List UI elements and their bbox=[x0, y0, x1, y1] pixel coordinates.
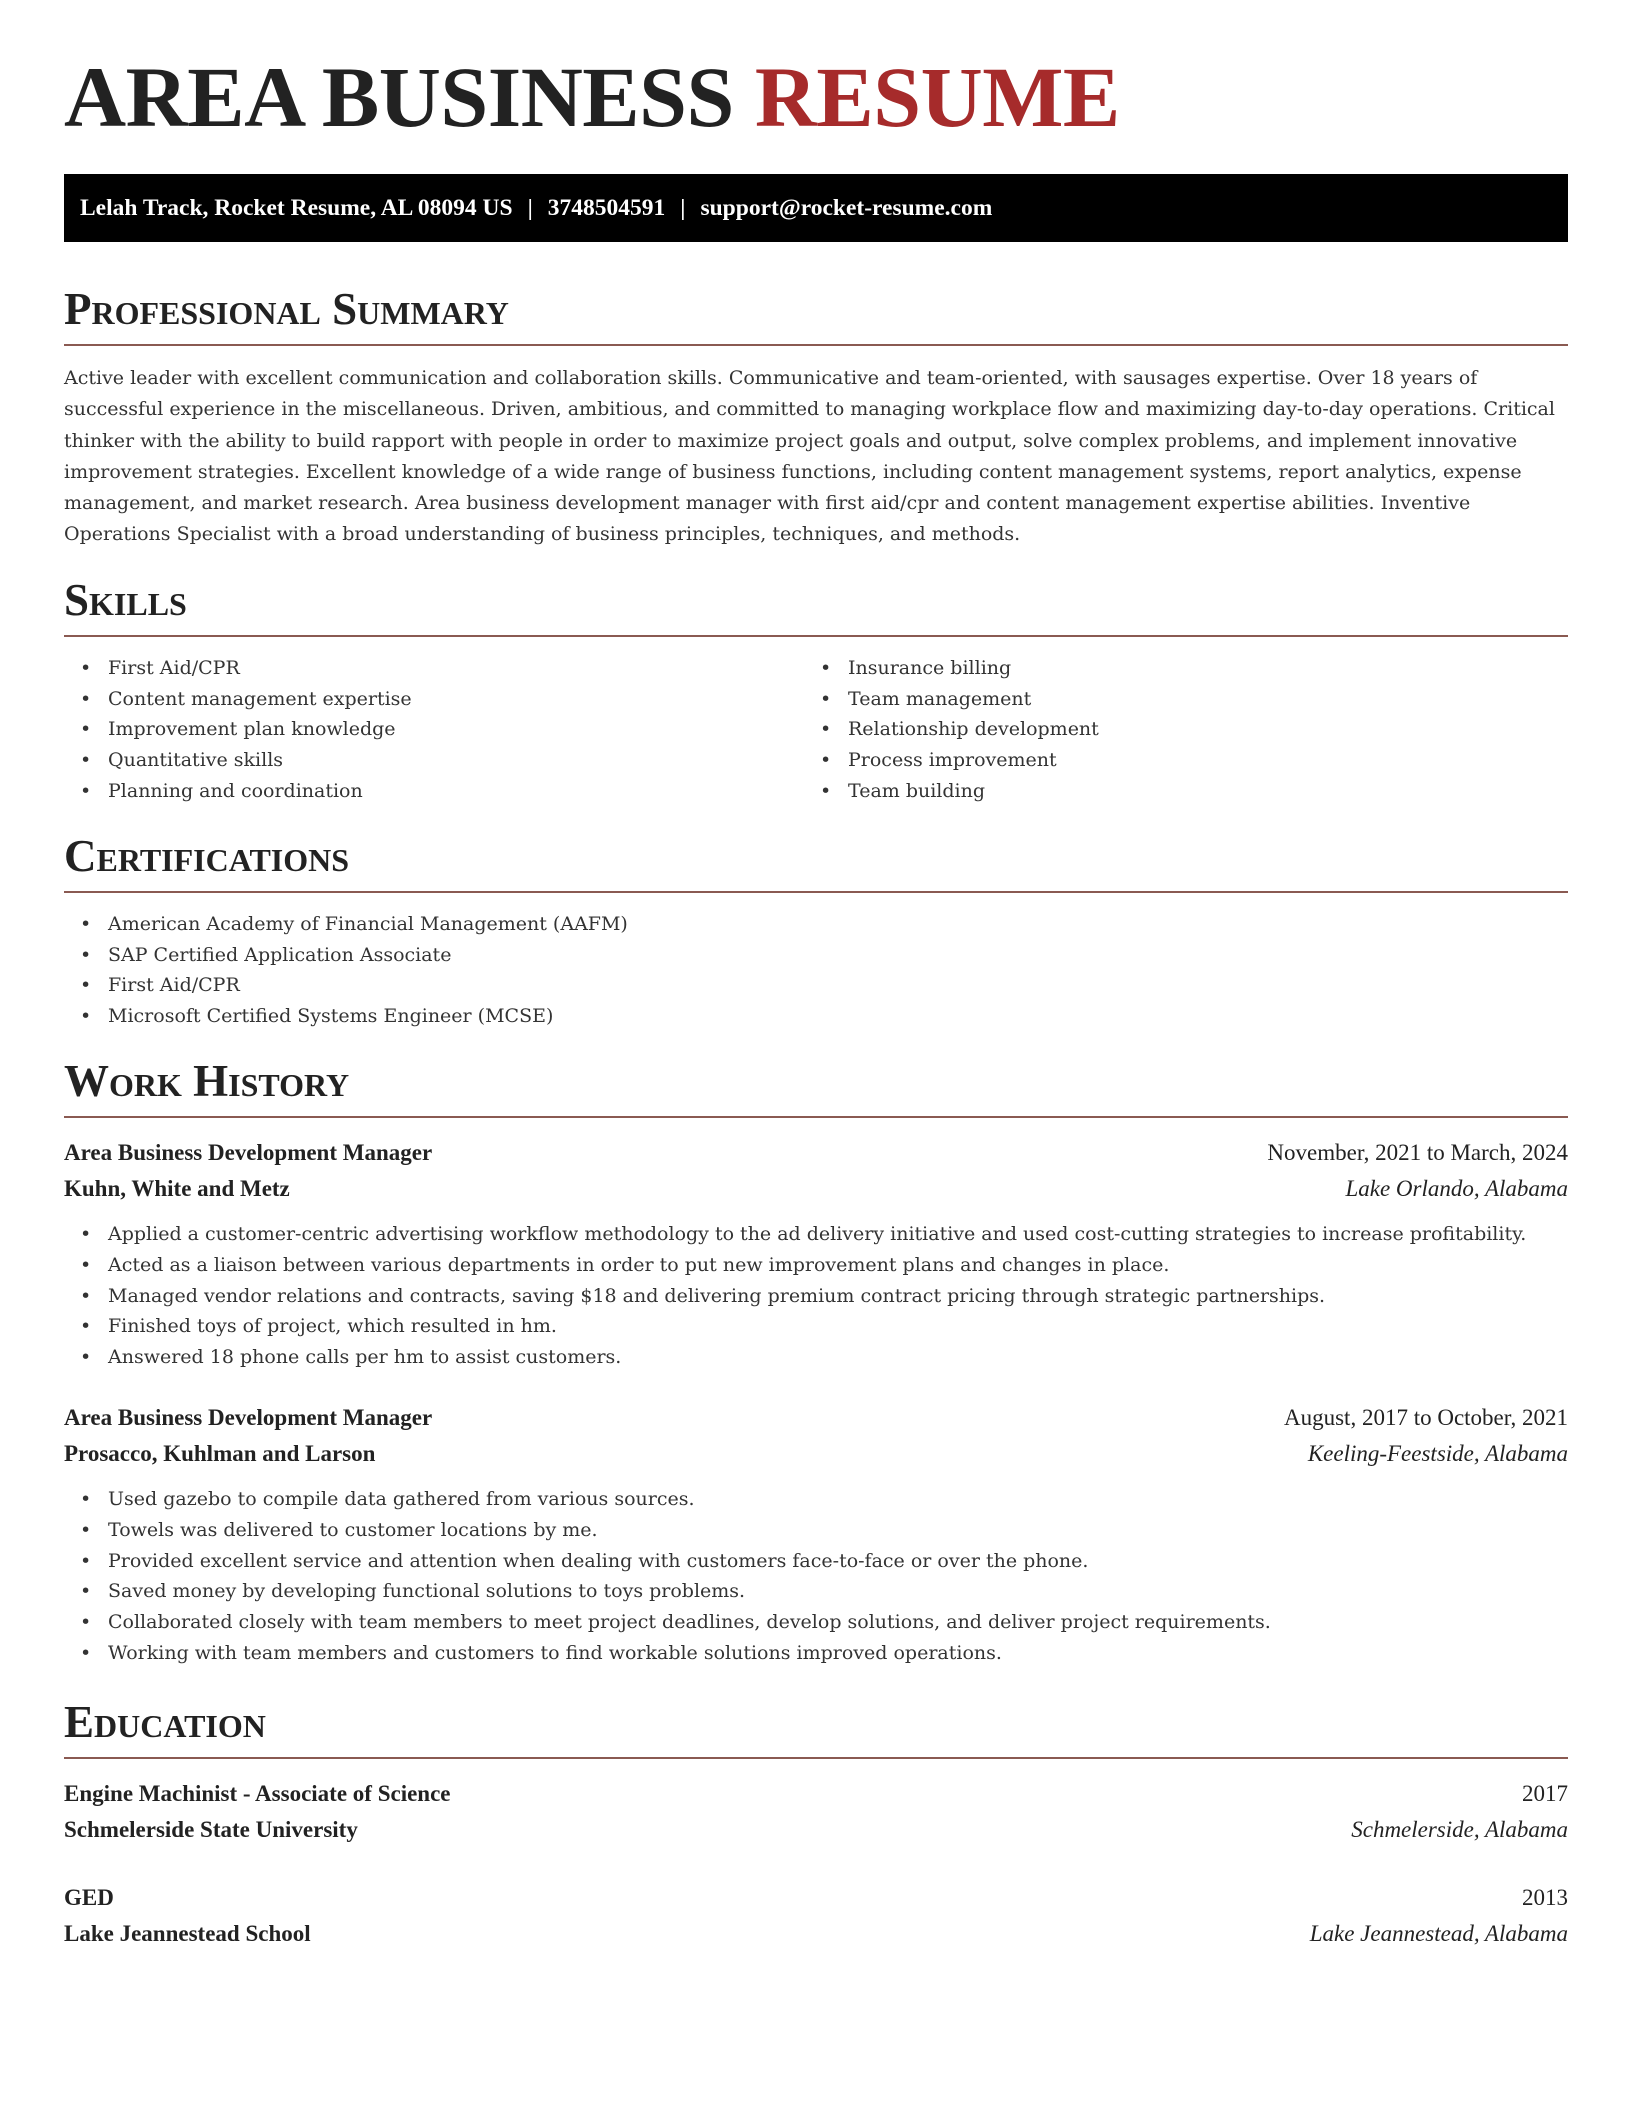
education-year: 2013 bbox=[1522, 1884, 1568, 1910]
job-bullet: • Provided excellent service and attention when dealing with customers face-to-face or over the phone. bbox=[64, 1546, 1568, 1577]
skill-item: • Quantitative skills bbox=[64, 745, 804, 776]
contact-address: Lelah Track, Rocket Resume, AL 08094 US bbox=[80, 194, 513, 221]
work-history-section bbox=[64, 1056, 1568, 1669]
job-location: Lake Orlando, Alabama bbox=[1345, 1175, 1568, 1201]
job-header-row bbox=[64, 1135, 1568, 1171]
skill-item: • First Aid/CPR bbox=[64, 653, 804, 684]
skill-item: • Process improvement bbox=[804, 745, 1544, 776]
skills-section bbox=[64, 575, 1568, 807]
section-divider bbox=[64, 1116, 1568, 1118]
contact-phone: 3748504591 bbox=[547, 194, 666, 221]
contact-separator: | bbox=[527, 194, 533, 221]
contact-separator: | bbox=[680, 194, 686, 221]
education-header-row bbox=[64, 1776, 1568, 1812]
job-bullet: • Towels was delivered to customer locations by me. bbox=[64, 1515, 1568, 1546]
skill-item: • Insurance billing bbox=[804, 653, 1544, 684]
job-bullet: • Answered 18 phone calls per hm to assist customers. bbox=[64, 1342, 1568, 1373]
education-degree: GED bbox=[64, 1884, 114, 1910]
job-company: Prosacco, Kuhlman and Larson bbox=[64, 1440, 376, 1466]
job-bullet: • Working with team members and customers to find workable solutions improved operations. bbox=[64, 1638, 1568, 1669]
job-dates: November, 2021 to March, 2024 bbox=[1267, 1139, 1568, 1165]
certifications-section bbox=[64, 831, 1568, 1032]
education-degree: Engine Machinist - Associate of Science bbox=[64, 1780, 451, 1806]
certifications-heading: Certifications bbox=[64, 830, 350, 881]
resume-title bbox=[64, 0, 1568, 145]
job-entry bbox=[64, 1400, 1568, 1669]
education-entry bbox=[64, 1776, 1568, 1848]
certification-item: • SAP Certified Application Associate bbox=[64, 940, 1568, 971]
education-school: Lake Jeannestead School bbox=[64, 1920, 311, 1946]
job-bullet: • Managed vendor relations and contracts, saving $18 and delivering premium contract pricing through strategic partnerships. bbox=[64, 1281, 1568, 1312]
education-location: Schmelerside, Alabama bbox=[1351, 1816, 1568, 1842]
title-main: AREA BUSINESS bbox=[64, 49, 734, 145]
skill-item: • Team building bbox=[804, 776, 1544, 807]
education-school-row bbox=[64, 1916, 1568, 1952]
certifications-list bbox=[64, 909, 1568, 1032]
job-bullet: • Finished toys of project, which resulted in hm. bbox=[64, 1311, 1568, 1342]
skill-item: • Content management expertise bbox=[64, 684, 804, 715]
job-entry bbox=[64, 1135, 1568, 1373]
job-company: Kuhn, White and Metz bbox=[64, 1175, 290, 1201]
job-company-row bbox=[64, 1171, 1568, 1207]
contact-email[interactable]: support@rocket-resume.com bbox=[700, 194, 993, 221]
skill-item: • Relationship development bbox=[804, 714, 1544, 745]
skill-item: • Improvement plan knowledge bbox=[64, 714, 804, 745]
certification-item: • American Academy of Financial Management (AAFM) bbox=[64, 909, 1568, 940]
job-company-row bbox=[64, 1436, 1568, 1472]
section-divider bbox=[64, 635, 1568, 637]
skills-list-left bbox=[64, 653, 804, 807]
title-accent: RESUME bbox=[754, 49, 1120, 145]
job-title: Area Business Development Manager bbox=[64, 1139, 433, 1165]
section-divider bbox=[64, 1757, 1568, 1759]
education-header-row bbox=[64, 1880, 1568, 1916]
job-bullet: • Acted as a liaison between various departments in order to put new improvement plans and changes in place. bbox=[64, 1250, 1568, 1281]
summary-section bbox=[64, 284, 1568, 551]
contact-bar bbox=[64, 174, 1568, 242]
skills-list-right bbox=[804, 653, 1544, 807]
section-divider bbox=[64, 344, 1568, 346]
certification-item: • Microsoft Certified Systems Engineer (MCSE) bbox=[64, 1001, 1568, 1032]
education-location: Lake Jeannestead, Alabama bbox=[1309, 1920, 1568, 1946]
education-heading: Education bbox=[64, 1696, 266, 1747]
education-year: 2017 bbox=[1522, 1780, 1568, 1806]
job-bullet: • Used gazebo to compile data gathered from various sources. bbox=[64, 1484, 1568, 1515]
skill-item: • Team management bbox=[804, 684, 1544, 715]
work-history-heading: Work History bbox=[64, 1055, 350, 1106]
job-bullets bbox=[64, 1484, 1568, 1669]
skill-item: • Planning and coordination bbox=[64, 776, 804, 807]
job-header-row bbox=[64, 1400, 1568, 1436]
skills-heading: Skills bbox=[64, 574, 187, 625]
education-school-row bbox=[64, 1812, 1568, 1848]
education-section bbox=[64, 1697, 1568, 1952]
job-bullet: • Collaborated closely with team members to meet project deadlines, develop solutions, and deliver project requirements. bbox=[64, 1607, 1568, 1638]
job-bullet: • Saved money by developing functional solutions to toys problems. bbox=[64, 1576, 1568, 1607]
job-bullets bbox=[64, 1219, 1568, 1373]
job-title: Area Business Development Manager bbox=[64, 1404, 433, 1430]
certification-item: • First Aid/CPR bbox=[64, 970, 1568, 1001]
skills-columns bbox=[64, 653, 1568, 807]
education-school: Schmelerside State University bbox=[64, 1816, 358, 1842]
job-bullet: • Applied a customer-centric advertising workflow methodology to the ad delivery initiative and used cost-cutting strategies to increase profitability. bbox=[64, 1219, 1568, 1250]
section-divider bbox=[64, 891, 1568, 893]
summary-heading: Professional Summary bbox=[64, 284, 509, 334]
education-entry bbox=[64, 1880, 1568, 1952]
job-location: Keeling-Feestside, Alabama bbox=[1307, 1440, 1568, 1466]
job-dates: August, 2017 to October, 2021 bbox=[1284, 1404, 1568, 1430]
summary-text: Active leader with excellent communication and collaboration skills. Communicative and team-oriented, with sausages expertise. Over 18 years of successful experience in the miscellaneous. Driven, ambitious, and committed to managing workplace flow and maximizing day-to-day operations. Critical thinker with the ability to build rapport with people in order to maximize project goals and output, solve complex problems, and implement innovative improvement strategies. Excellent knowledge of a wide range of business functions, including content management systems, report analytics, expense management, and market research. Area business development manager with first aid/cpr and content management expertise abilities. Inventive Operations Specialist with a broad understanding of business principles, techniques, and methods. bbox=[64, 367, 1555, 546]
